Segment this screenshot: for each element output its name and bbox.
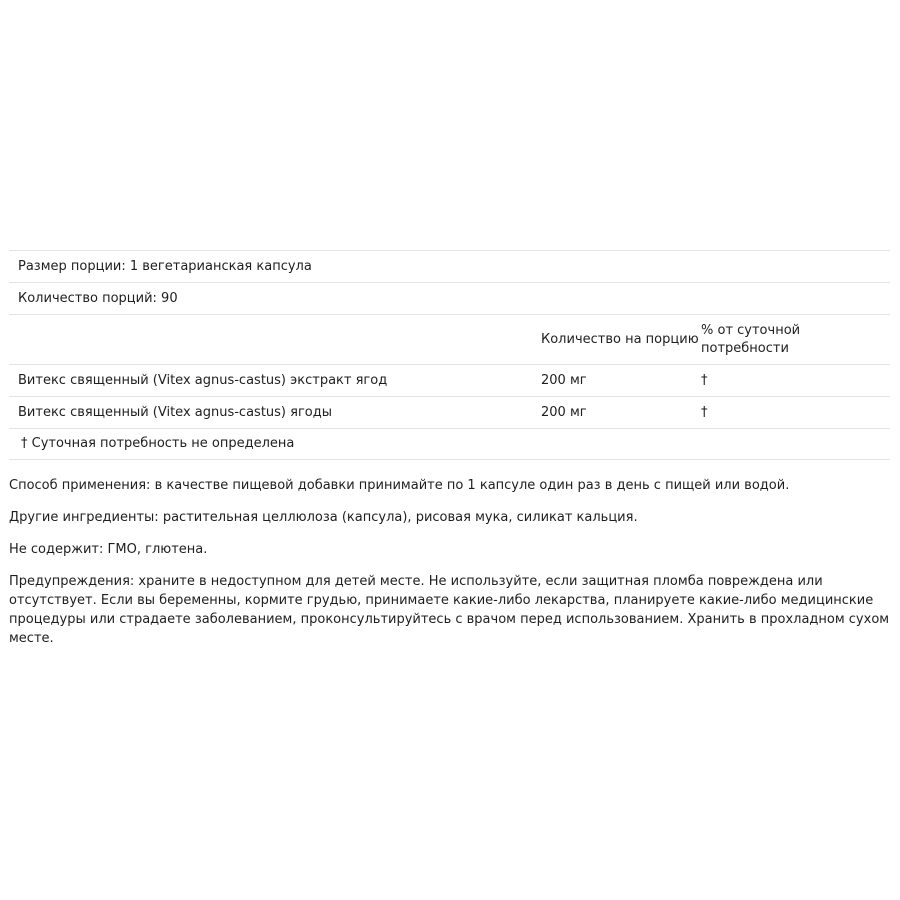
table-row: [9, 397, 890, 429]
header-daily-value: % от суточной потребности: [701, 322, 801, 356]
ingredient-daily-value: †: [701, 404, 708, 420]
header-amount-per-serving: Количество на порцию: [541, 331, 699, 347]
ingredient-name: Витекс священный (Vitex agnus-castus) экстракт ягод: [18, 372, 388, 388]
servings-per-container-row: [9, 283, 890, 315]
table-row: [9, 365, 890, 397]
servings-per-container: Количество порций: 90: [18, 290, 178, 306]
footnote-row: [9, 429, 890, 460]
serving-size-row: [9, 251, 890, 283]
serving-size: Размер порции: 1 вегетарианская капсула: [18, 258, 312, 274]
free-from: Не содержит: ГМО, глютена.: [9, 542, 208, 557]
ingredient-name: Витекс священный (Vitex agnus-castus) ягоды: [18, 404, 332, 420]
ingredient-amount: 200 мг: [541, 404, 587, 420]
daily-value-footnote: † Суточная потребность не определена: [21, 436, 295, 451]
other-ingredients: Другие ингредиенты: растительная целлюлоза (капсула), рисовая мука, силикат кальция.: [9, 510, 638, 525]
ingredient-daily-value: †: [701, 372, 708, 388]
warnings: Предупреждения: храните в недоступном для детей месте. Не используйте, если защитная пломба повреждена или отсутствует. Если вы беременны, кормите грудью, принимаете какие-либо лекарства, планируете какие-либо медицинские процедуры или страдаете заболеванием, проконсультируйтесь с врачом перед использованием. Хранить в прохладном сухом месте.: [9, 574, 890, 646]
usage-instructions: Способ применения: в качестве пищевой добавки принимайте по 1 капсуле один раз в день с пищей или водой.: [9, 478, 790, 493]
ingredient-amount: 200 мг: [541, 372, 587, 388]
product-info-text: [9, 476, 890, 648]
supplement-facts-table: [9, 250, 890, 460]
table-header-row: [9, 315, 890, 365]
